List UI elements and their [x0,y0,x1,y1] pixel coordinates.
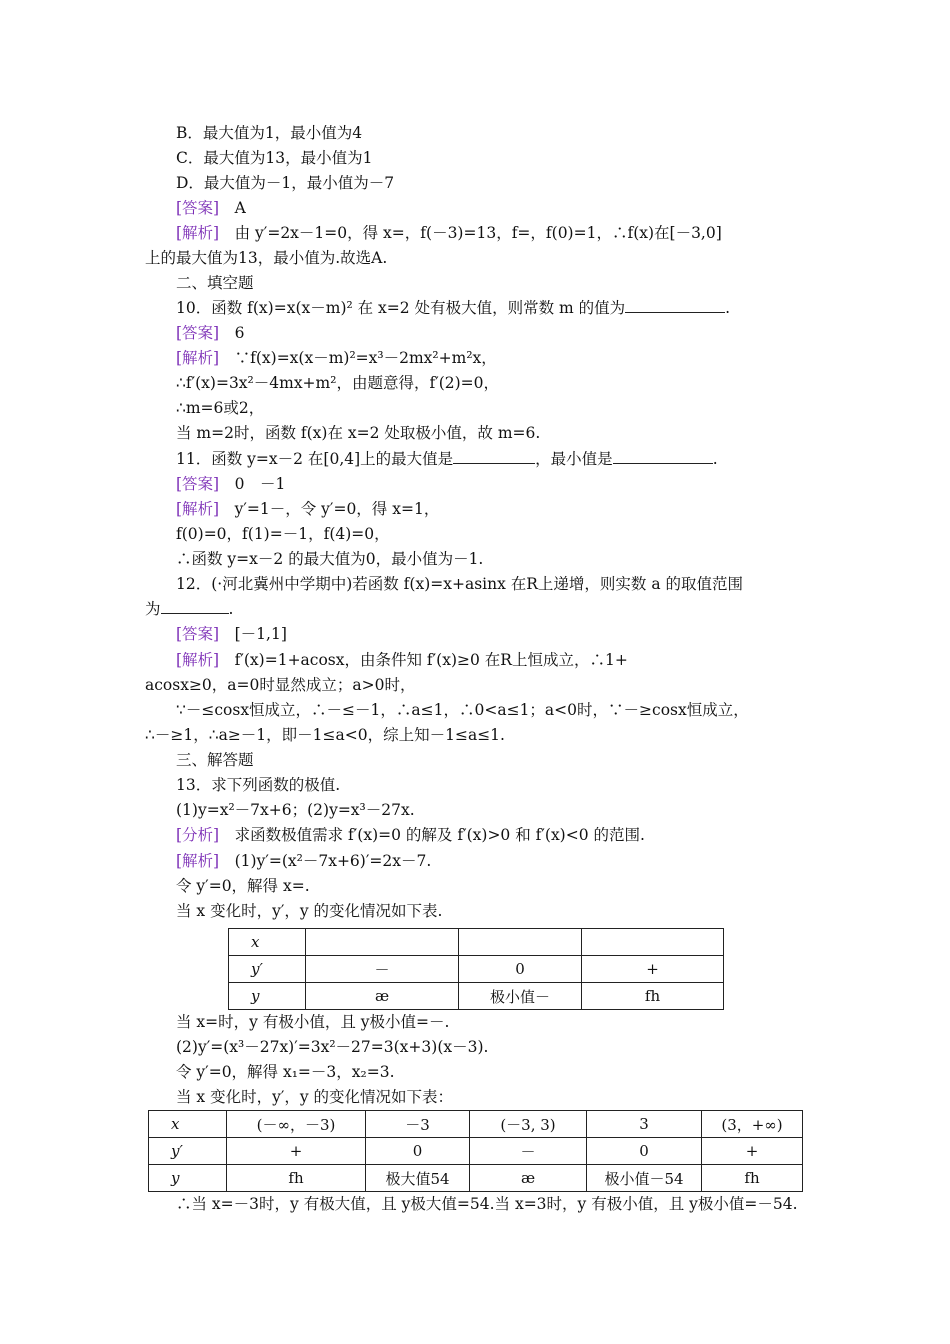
table-cell: 3 [587,1111,702,1138]
analysis-11-line2: f(0)=0，f(1)=－1，f(4)=0， [176,525,390,543]
table-row [229,929,724,956]
table-cell: 0 [587,1138,702,1165]
approach-text: 求函数极值需求 f′(x)=0 的解及 f′(x)>0 和 f′(x)<0 的范围. [234,826,645,844]
question-11 [176,447,718,471]
analysis-tag: [解析] [176,651,220,669]
analysis-13-line2: 令 y′=0，解得 x=. [176,877,310,895]
table-cell: (－3, 3) [470,1111,587,1138]
table-cell: x [229,929,306,956]
analysis-12-line4: ∴－≥1，∴a≥－1，即－1≤a<0，综上知－1≤a≤1. [145,726,505,744]
analysis-11-line3: ∴函数 y=x－2 的最大值为0，最小值为－1. [176,550,484,568]
analysis-13 [176,849,431,873]
table-row [149,1165,803,1192]
answer-text: 6 [234,324,245,342]
analysis-12 [176,648,628,672]
option-c: C．最大值为13，最小值为1 [176,149,373,167]
question-mid: ，最小值是 [535,450,613,468]
table-cell: y′ [149,1138,227,1165]
question-end: . [725,299,731,317]
question-text: 为 [145,600,161,618]
analysis-text: f′(x)=1+acosx，由条件知 f′(x)≥0 在R上恒成立，∴1+ [234,651,628,669]
section-fill-blank: 二、填空题 [176,274,254,292]
analysis-13-line7: 当 x 变化时，y′，y 的变化情况如下表： [176,1088,454,1106]
question-text: 10．函数 f(x)=x(x－m)² 在 x=2 处有极大值，则常数 m 的值为 [176,299,626,317]
table-cell: æ [306,983,459,1010]
analysis-10-line2: ∴f′(x)=3x²－4mx+m²，由题意得，f′(2)=0， [176,374,500,392]
question-12: 12．(·河北冀州中学期中)若函数 f(x)=x+asinx 在R上递增，则实数 a 的取值范围 [176,575,744,593]
table-cell [306,929,459,956]
question-10 [176,296,730,320]
table-cell: + [582,956,724,983]
section-solutions: 三、解答题 [176,751,254,769]
table-cell: 极小值－ [459,983,582,1010]
answer-tag: [答案] [176,625,220,643]
answer-blank [161,597,229,614]
analysis-13-line4: 当 x=时，y 有极小值，且 y极小值=－. [176,1013,450,1031]
analysis-12-line2: acosx≥0，a=0时显然成立；a>0时， [145,676,416,694]
table-cell: 0 [366,1138,470,1165]
analysis-approach [176,823,645,847]
answer-blank [625,296,725,313]
question-text: 11．函数 y=x－2 在[0,4]上的最大值是 [176,450,454,468]
table-cell: y [229,983,306,1010]
table-cell: fh [702,1165,803,1192]
table-cell: 极小值－54 [587,1165,702,1192]
table-row [229,983,724,1010]
analysis-text: ∵f(x)=x(x－m)²=x³－2mx²+m²x， [234,349,497,367]
analysis-12-line3: ∵－≤cosx恒成立，∴－≤－1，∴a≤1，∴0<a≤1；a<0时，∵－≥cosx恒成立， [176,701,749,719]
option-d: D．最大值为－1，最小值为－7 [176,174,395,192]
table-row [229,956,724,983]
answer-9 [176,196,246,220]
analysis-13-line5: (2)y′=(x³－27x)′=3x²－27=3(x+3)(x－3). [176,1038,489,1056]
answer-12 [176,622,287,646]
table-cell: － [470,1138,587,1165]
analysis-tag: [解析] [176,500,220,518]
table-cell [459,929,582,956]
answer-blank-max [453,447,535,464]
question-13-parts: (1)y=x²－7x+6；(2)y=x³－27x. [176,801,415,819]
table-cell: fh [227,1165,366,1192]
table-cell: æ [470,1165,587,1192]
variation-table-2 [148,1110,803,1192]
analysis-10-line3: ∴m=6或2， [176,399,265,417]
answer-text: A [234,199,246,217]
analysis-tag: [解析] [176,349,220,367]
variation-table-1 [228,928,724,1010]
analysis-tag: [解析] [176,224,220,242]
analysis-text: (1)y′=(x²－7x+6)′=2x－7. [234,852,432,870]
analysis-text: 由 y′=2x－1=0，得 x=，f(－3)=13，f=，f(0)=1，∴f(x)在[－3,0] [234,224,722,242]
question-end: . [228,600,234,618]
analysis-tag: [解析] [176,852,220,870]
answer-text: 0 －1 [234,475,286,493]
table-cell: －3 [366,1111,470,1138]
answer-text: [－1,1] [234,625,287,643]
table-row [149,1138,803,1165]
table-cell: － [306,956,459,983]
table-cell: y [149,1165,227,1192]
table-cell: y′ [229,956,306,983]
answer-tag: [答案] [176,475,220,493]
table-cell: + [702,1138,803,1165]
table-cell: 0 [459,956,582,983]
table-row [149,1111,803,1138]
answer-10 [176,321,245,345]
table-cell [582,929,724,956]
analysis-text: y′=1－，令 y′=0，得 x=1， [234,500,440,518]
question-12-cont [145,597,805,621]
table-cell: + [227,1138,366,1165]
answer-11 [176,472,285,496]
answer-blank-min [613,447,713,464]
table-cell: (－∞，－3) [227,1111,366,1138]
question-13: 13．求下列函数的极值. [176,776,341,794]
approach-tag: [分析] [176,826,220,844]
question-end: . [712,450,718,468]
analysis-13-line3: 当 x 变化时，y′，y 的变化情况如下表. [176,902,443,920]
analysis-11 [176,497,439,521]
analysis-10 [176,346,497,370]
table-cell: x [149,1111,227,1138]
option-b: B．最大值为1，最小值为4 [176,124,363,142]
conclusion-13: ∴当 x=－3时，y 有极大值，且 y极大值=54.当 x=3时，y 有极小值，且 y极小值=－54. [176,1195,798,1213]
analysis-9 [176,221,722,245]
table-cell: (3，+∞) [702,1111,803,1138]
answer-tag: [答案] [176,324,220,342]
answer-tag: [答案] [176,199,220,217]
table-cell: 极大值54 [366,1165,470,1192]
table-cell: fh [582,983,724,1010]
analysis-10-line4: 当 m=2时，函数 f(x)在 x=2 处取极小值，故 m=6. [176,424,541,442]
analysis-9-cont: 上的最大值为13，最小值为.故选A. [145,249,388,267]
analysis-13-line6: 令 y′=0，解得 x₁=－3，x₂=3. [176,1063,395,1081]
